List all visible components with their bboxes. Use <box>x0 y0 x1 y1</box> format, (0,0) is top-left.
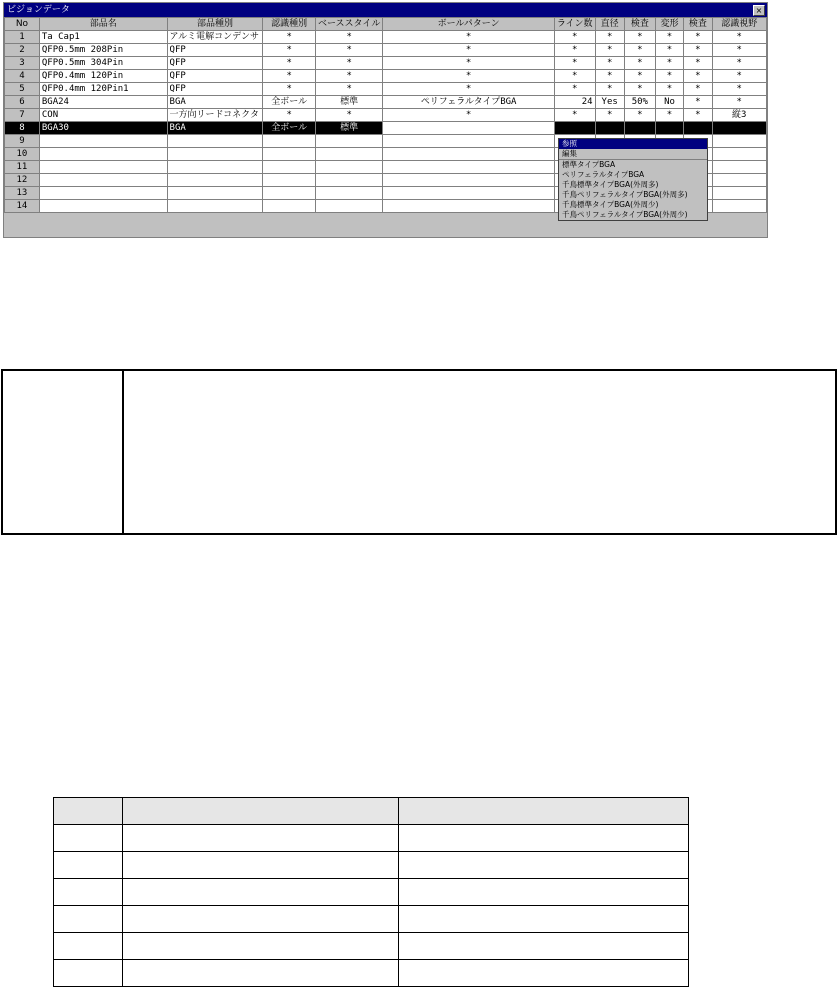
empty-table-header <box>54 798 689 825</box>
grid-cell[interactable] <box>383 200 554 213</box>
ball-pattern-dropdown[interactable] <box>558 138 708 221</box>
grid-cell[interactable] <box>39 174 167 187</box>
column-header[interactable]: 部品名 <box>39 18 167 31</box>
grid-cell[interactable] <box>655 122 683 135</box>
grid-cell[interactable] <box>39 148 167 161</box>
grid-cell[interactable]: * <box>315 44 382 57</box>
grid-cell[interactable] <box>167 161 263 174</box>
close-icon[interactable]: × <box>753 5 765 16</box>
grid-cell[interactable]: * <box>684 83 712 96</box>
grid-cell[interactable]: * <box>554 70 595 83</box>
empty-cell <box>399 906 689 933</box>
vision-data-window <box>3 2 768 238</box>
grid-cell[interactable] <box>383 174 554 187</box>
grid-cell[interactable]: * <box>684 44 712 57</box>
row-number[interactable]: 2 <box>5 44 40 57</box>
grid-cell[interactable]: * <box>712 44 766 57</box>
grid-cell[interactable] <box>315 135 382 148</box>
frame-divider <box>122 371 124 533</box>
grid-cell[interactable]: * <box>315 57 382 70</box>
grid-cell[interactable]: * <box>315 31 382 44</box>
dropdown-option[interactable]: 千鳥ペリフェラルタイプBGA(外周少) <box>562 210 688 219</box>
grid-cell[interactable] <box>712 135 766 148</box>
grid-cell[interactable]: * <box>684 70 712 83</box>
grid-cell[interactable]: * <box>263 109 316 122</box>
grid-cell[interactable]: * <box>554 31 595 44</box>
grid-cell[interactable]: * <box>684 96 712 109</box>
grid-cell[interactable]: Yes <box>595 96 624 109</box>
empty-cell <box>123 852 399 879</box>
row-number[interactable]: 1 <box>5 31 40 44</box>
dropdown-option[interactable]: 千鳥ペリフェラルタイプBGA(外周多) <box>562 190 688 199</box>
grid-cell[interactable] <box>167 148 263 161</box>
grid-cell[interactable] <box>383 187 554 200</box>
column-header[interactable]: 直径 <box>595 18 624 31</box>
grid-cell[interactable]: * <box>624 57 655 70</box>
column-header[interactable]: 検査 <box>684 18 712 31</box>
grid-cell[interactable]: * <box>595 83 624 96</box>
grid-cell[interactable]: 縦3 <box>712 109 766 122</box>
grid-cell[interactable] <box>383 148 554 161</box>
grid-cell[interactable]: * <box>315 70 382 83</box>
empty-header-cell <box>54 798 123 825</box>
row-number[interactable]: 3 <box>5 57 40 70</box>
row-number[interactable]: 6 <box>5 96 40 109</box>
grid-cell[interactable]: 24 <box>554 96 595 109</box>
grid-cell[interactable] <box>167 187 263 200</box>
grid-cell[interactable]: * <box>383 31 554 44</box>
grid-cell[interactable]: * <box>655 44 683 57</box>
grid-cell[interactable]: BGA30 <box>39 122 167 135</box>
grid-cell[interactable] <box>595 122 624 135</box>
grid-cell[interactable]: * <box>684 57 712 70</box>
table-row <box>54 852 689 879</box>
grid-cell[interactable]: ペリフェラルタイプBGA <box>383 96 554 109</box>
row-number[interactable]: 12 <box>5 174 40 187</box>
grid-cell[interactable]: * <box>263 70 316 83</box>
grid-cell[interactable] <box>712 161 766 174</box>
row-number[interactable]: 4 <box>5 70 40 83</box>
empty-cell <box>54 852 123 879</box>
column-header[interactable]: 変形 <box>655 18 683 31</box>
grid-cell[interactable]: QFP0.5mm 304Pin <box>39 57 167 70</box>
dropdown-option[interactable]: 千鳥標準タイプBGA(外周少) <box>562 200 659 209</box>
grid-cell[interactable] <box>315 174 382 187</box>
grid-cell[interactable]: * <box>554 44 595 57</box>
empty-cell <box>399 960 689 987</box>
dropdown-option[interactable]: ペリフェラルタイプBGA <box>562 170 645 179</box>
grid-cell[interactable]: No <box>655 96 683 109</box>
grid-cell[interactable] <box>39 187 167 200</box>
dropdown-option[interactable]: 千鳥標準タイプBGA(外周多) <box>562 180 659 189</box>
empty-cell <box>399 879 689 906</box>
dropdown-option[interactable]: 参照 <box>559 139 707 149</box>
grid-cell[interactable]: * <box>712 96 766 109</box>
column-header[interactable]: 検査 <box>624 18 655 31</box>
column-header[interactable]: No <box>5 18 40 31</box>
table-row[interactable] <box>5 109 767 122</box>
grid-cell[interactable]: * <box>624 109 655 122</box>
grid-cell[interactable]: QFP0.4mm 120Pin1 <box>39 83 167 96</box>
empty-cell <box>54 906 123 933</box>
empty-cell <box>123 933 399 960</box>
row-number[interactable]: 5 <box>5 83 40 96</box>
grid-cell[interactable]: * <box>383 57 554 70</box>
grid-cell[interactable]: * <box>383 70 554 83</box>
empty-cell <box>54 879 123 906</box>
grid-cell[interactable]: BGA <box>167 122 263 135</box>
grid-cell[interactable] <box>263 161 316 174</box>
grid-cell[interactable]: 標準 <box>315 96 382 109</box>
grid-cell[interactable]: * <box>315 83 382 96</box>
grid-cell[interactable]: 全ボール <box>263 122 316 135</box>
grid-cell[interactable] <box>263 200 316 213</box>
empty-cell <box>399 825 689 852</box>
grid-cell[interactable]: * <box>595 57 624 70</box>
grid-cell[interactable] <box>315 187 382 200</box>
empty-header-cell <box>399 798 689 825</box>
grid-cell[interactable]: * <box>712 31 766 44</box>
grid-cell[interactable]: * <box>263 83 316 96</box>
grid-cell[interactable]: * <box>554 57 595 70</box>
column-header[interactable]: 部品種別 <box>167 18 263 31</box>
dropdown-option[interactable]: 標準タイプBGA <box>562 160 616 169</box>
empty-cell <box>54 825 123 852</box>
empty-cell <box>123 960 399 987</box>
grid-cell[interactable] <box>167 174 263 187</box>
window-title: ビジョンデータ <box>4 3 767 17</box>
grid-cell[interactable] <box>383 135 554 148</box>
column-header[interactable]: ボールパターン <box>383 18 554 31</box>
grid-cell[interactable]: * <box>712 83 766 96</box>
grid-cell[interactable]: * <box>624 83 655 96</box>
grid-cell[interactable]: QFP <box>167 44 263 57</box>
grid-cell[interactable]: QFP0.4mm 120Pin <box>39 70 167 83</box>
grid-cell[interactable]: * <box>624 70 655 83</box>
empty-table <box>53 797 689 987</box>
grid-cell[interactable] <box>167 135 263 148</box>
grid-cell[interactable]: QFP0.5mm 208Pin <box>39 44 167 57</box>
grid-cell[interactable]: * <box>315 109 382 122</box>
table-row <box>54 825 689 852</box>
empty-header-cell <box>123 798 399 825</box>
column-header[interactable]: 認識視野 <box>712 18 766 31</box>
grid-cell[interactable] <box>712 174 766 187</box>
grid-cell[interactable]: BGA24 <box>39 96 167 109</box>
grid-cell[interactable]: 一方向リードコネクタ <box>167 109 263 122</box>
dropdown-option[interactable]: 編集 <box>559 149 707 160</box>
grid-cell[interactable]: * <box>655 31 683 44</box>
grid-cell[interactable]: 50% <box>624 96 655 109</box>
row-number[interactable]: 7 <box>5 109 40 122</box>
grid-cell[interactable]: * <box>624 31 655 44</box>
table-row[interactable] <box>5 96 767 109</box>
table-row <box>54 960 689 987</box>
grid-cell[interactable] <box>263 148 316 161</box>
row-number[interactable]: 14 <box>5 200 40 213</box>
grid-cell[interactable]: * <box>263 57 316 70</box>
grid-cell[interactable]: * <box>655 83 683 96</box>
grid-cell[interactable] <box>167 200 263 213</box>
grid-cell[interactable] <box>315 161 382 174</box>
grid-cell[interactable]: * <box>554 83 595 96</box>
grid-cell[interactable] <box>39 135 167 148</box>
table-row <box>54 879 689 906</box>
ball-pattern-edit-cell[interactable] <box>383 122 554 135</box>
column-header[interactable]: ベーススタイル <box>315 18 382 31</box>
grid-cell[interactable]: * <box>624 44 655 57</box>
column-header[interactable]: ライン数 <box>554 18 595 31</box>
row-number[interactable]: 10 <box>5 148 40 161</box>
grid-cell[interactable]: * <box>263 31 316 44</box>
empty-cell <box>399 852 689 879</box>
grid-cell[interactable] <box>712 187 766 200</box>
grid-cell[interactable]: * <box>383 83 554 96</box>
grid-cell[interactable]: * <box>383 109 554 122</box>
empty-frame <box>1 369 837 535</box>
grid-cell[interactable] <box>315 200 382 213</box>
table-row[interactable] <box>5 70 767 83</box>
grid-cell[interactable]: * <box>595 109 624 122</box>
grid-cell[interactable]: * <box>383 44 554 57</box>
row-number[interactable]: 13 <box>5 187 40 200</box>
grid-cell[interactable] <box>712 148 766 161</box>
grid-cell[interactable]: * <box>712 57 766 70</box>
grid-cell[interactable] <box>263 174 316 187</box>
row-number[interactable]: 8 <box>5 122 40 135</box>
grid-cell[interactable] <box>383 161 554 174</box>
empty-cell <box>123 906 399 933</box>
grid-cell[interactable] <box>39 161 167 174</box>
grid-cell[interactable] <box>712 200 766 213</box>
table-row <box>54 906 689 933</box>
grid-cell[interactable]: * <box>263 44 316 57</box>
grid-cell[interactable]: * <box>595 70 624 83</box>
grid-cell[interactable]: アルミ電解コンデンサ <box>167 31 263 44</box>
grid-cell[interactable]: CON <box>39 109 167 122</box>
grid-cell[interactable]: QFP <box>167 83 263 96</box>
grid-cell[interactable]: QFP <box>167 57 263 70</box>
grid-cell[interactable] <box>39 200 167 213</box>
table-row[interactable] <box>5 31 767 44</box>
grid-cell[interactable]: Ta Cap1 <box>39 31 167 44</box>
grid-cell[interactable]: * <box>655 109 683 122</box>
grid-cell[interactable]: * <box>655 57 683 70</box>
grid-cell[interactable]: 標準 <box>315 122 382 135</box>
empty-cell <box>399 933 689 960</box>
table-row[interactable] <box>5 44 767 57</box>
grid-cell[interactable]: QFP <box>167 70 263 83</box>
grid-cell[interactable]: BGA <box>167 96 263 109</box>
empty-cell <box>123 825 399 852</box>
grid-cell[interactable] <box>315 148 382 161</box>
grid-cell[interactable] <box>263 187 316 200</box>
empty-cell <box>54 933 123 960</box>
grid-cell[interactable]: * <box>712 70 766 83</box>
column-header[interactable]: 認識種別 <box>263 18 316 31</box>
row-number[interactable]: 11 <box>5 161 40 174</box>
grid-cell[interactable]: * <box>595 44 624 57</box>
table-row[interactable] <box>5 83 767 96</box>
grid-cell[interactable]: * <box>684 31 712 44</box>
row-number[interactable]: 9 <box>5 135 40 148</box>
grid-cell[interactable]: 全ボール <box>263 96 316 109</box>
table-row[interactable] <box>5 57 767 70</box>
grid-cell[interactable] <box>684 122 712 135</box>
table-row[interactable] <box>5 122 767 135</box>
grid-cell[interactable]: * <box>684 109 712 122</box>
grid-cell[interactable]: * <box>655 70 683 83</box>
grid-cell[interactable] <box>263 135 316 148</box>
grid-cell[interactable]: * <box>554 109 595 122</box>
grid-cell[interactable]: * <box>595 31 624 44</box>
grid-cell[interactable] <box>554 122 595 135</box>
grid-cell[interactable] <box>624 122 655 135</box>
empty-cell <box>54 960 123 987</box>
grid-cell[interactable] <box>712 122 766 135</box>
empty-cell <box>123 879 399 906</box>
table-row <box>54 933 689 960</box>
